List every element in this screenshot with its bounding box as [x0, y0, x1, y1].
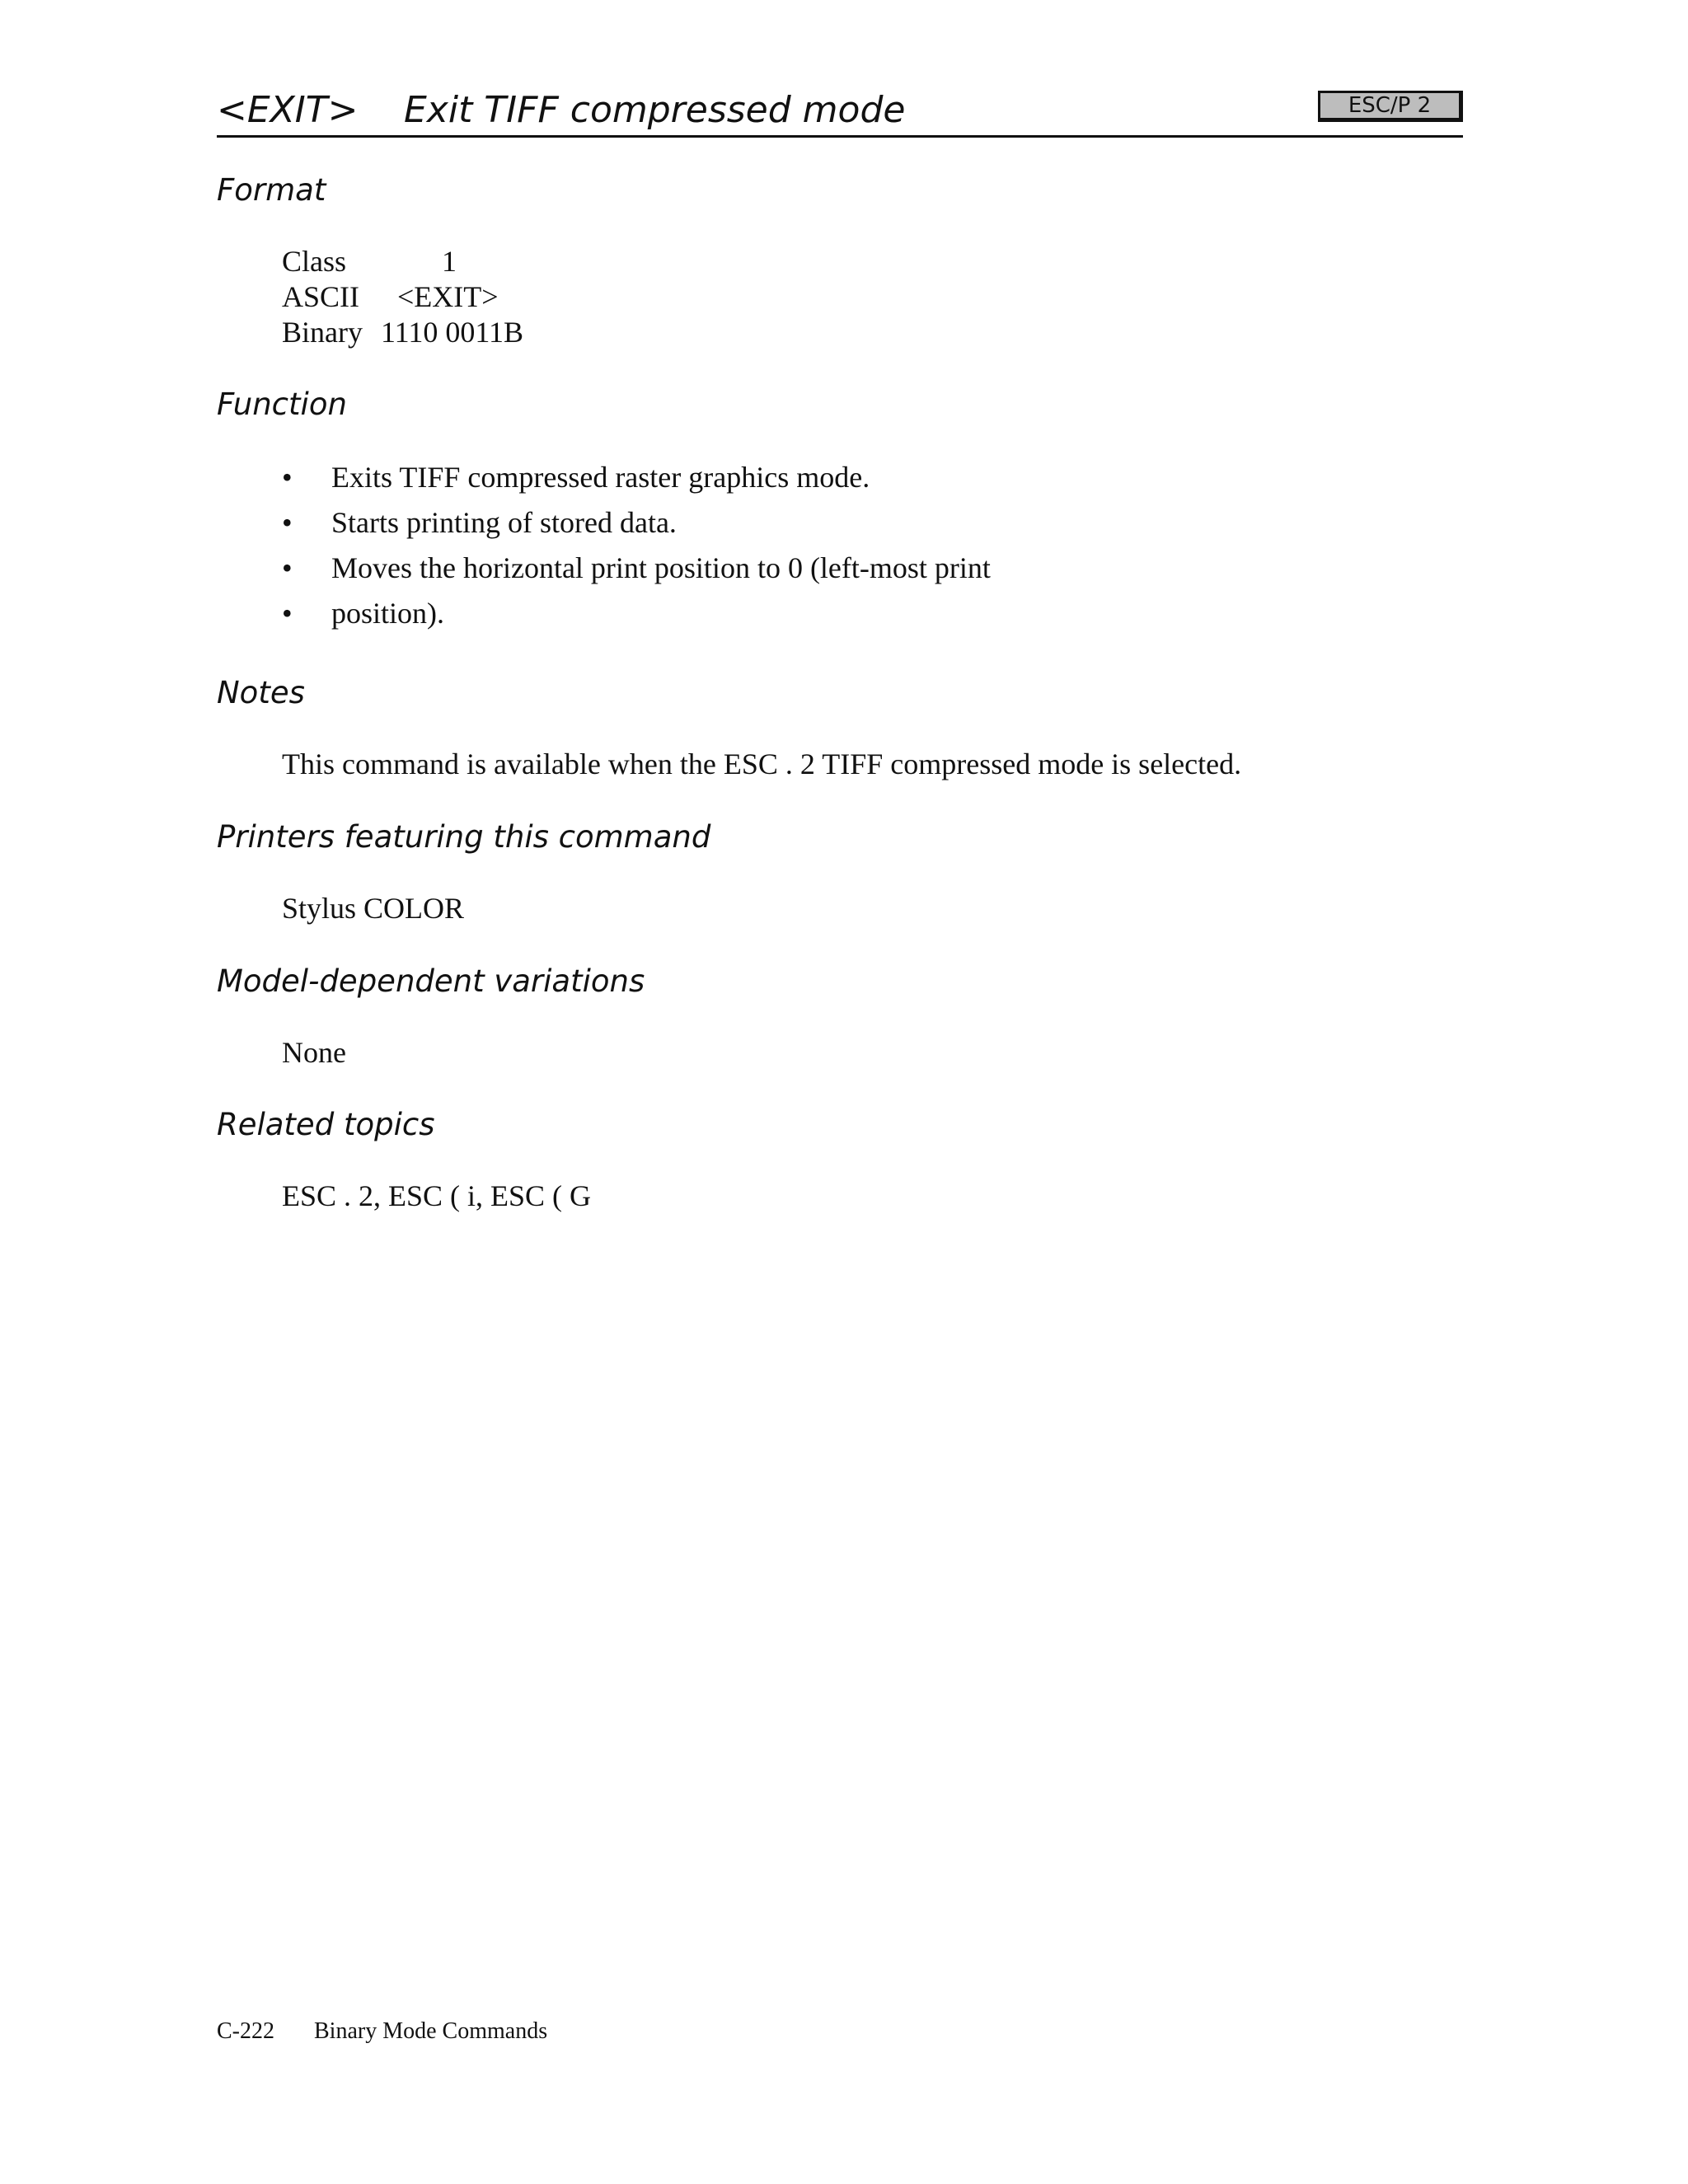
- list-item-text: Exits TIFF compressed raster graphics mode.: [331, 461, 870, 494]
- bullet: •: [282, 506, 293, 539]
- format-label: ASCII: [282, 280, 360, 313]
- list-item-text: Starts printing of stored data.: [331, 506, 677, 539]
- format-value: <EXIT>: [397, 280, 499, 313]
- esc-p2-badge: ESC/P 2: [1318, 91, 1463, 122]
- footer-section-title: Binary Mode Commands: [314, 2018, 548, 2044]
- bullet: •: [282, 551, 293, 584]
- format-heading: Format: [217, 172, 326, 208]
- bullet: •: [282, 461, 293, 494]
- notes-text: This command is available when the ESC . 2 TIFF compressed mode is selected.: [282, 748, 1242, 780]
- variations-text: None: [282, 1036, 346, 1069]
- format-value: 1: [442, 245, 457, 278]
- format-value: 1110 0011B: [381, 316, 524, 349]
- printers-heading: Printers featuring this command: [217, 819, 711, 855]
- printers-text: Stylus COLOR: [282, 892, 465, 925]
- page-number: C-222: [217, 2018, 274, 2044]
- bullet: •: [282, 597, 293, 630]
- format-label: Binary: [282, 316, 363, 349]
- page-title: [217, 86, 1463, 138]
- format-label: Class: [282, 245, 347, 278]
- notes-heading: Notes: [217, 675, 305, 710]
- variations-heading: Model-dependent variations: [217, 963, 645, 999]
- related-heading: Related topics: [217, 1107, 435, 1142]
- list-item-text: position).: [331, 597, 445, 630]
- list-item-text: Moves the horizontal print position to 0 (left-most print: [331, 551, 991, 584]
- command-code: <EXIT>: [217, 89, 359, 131]
- command-title: Exit TIFF compressed mode: [404, 89, 906, 131]
- related-text: ESC . 2, ESC ( i, ESC ( G: [282, 1179, 592, 1212]
- function-heading: Function: [217, 387, 347, 422]
